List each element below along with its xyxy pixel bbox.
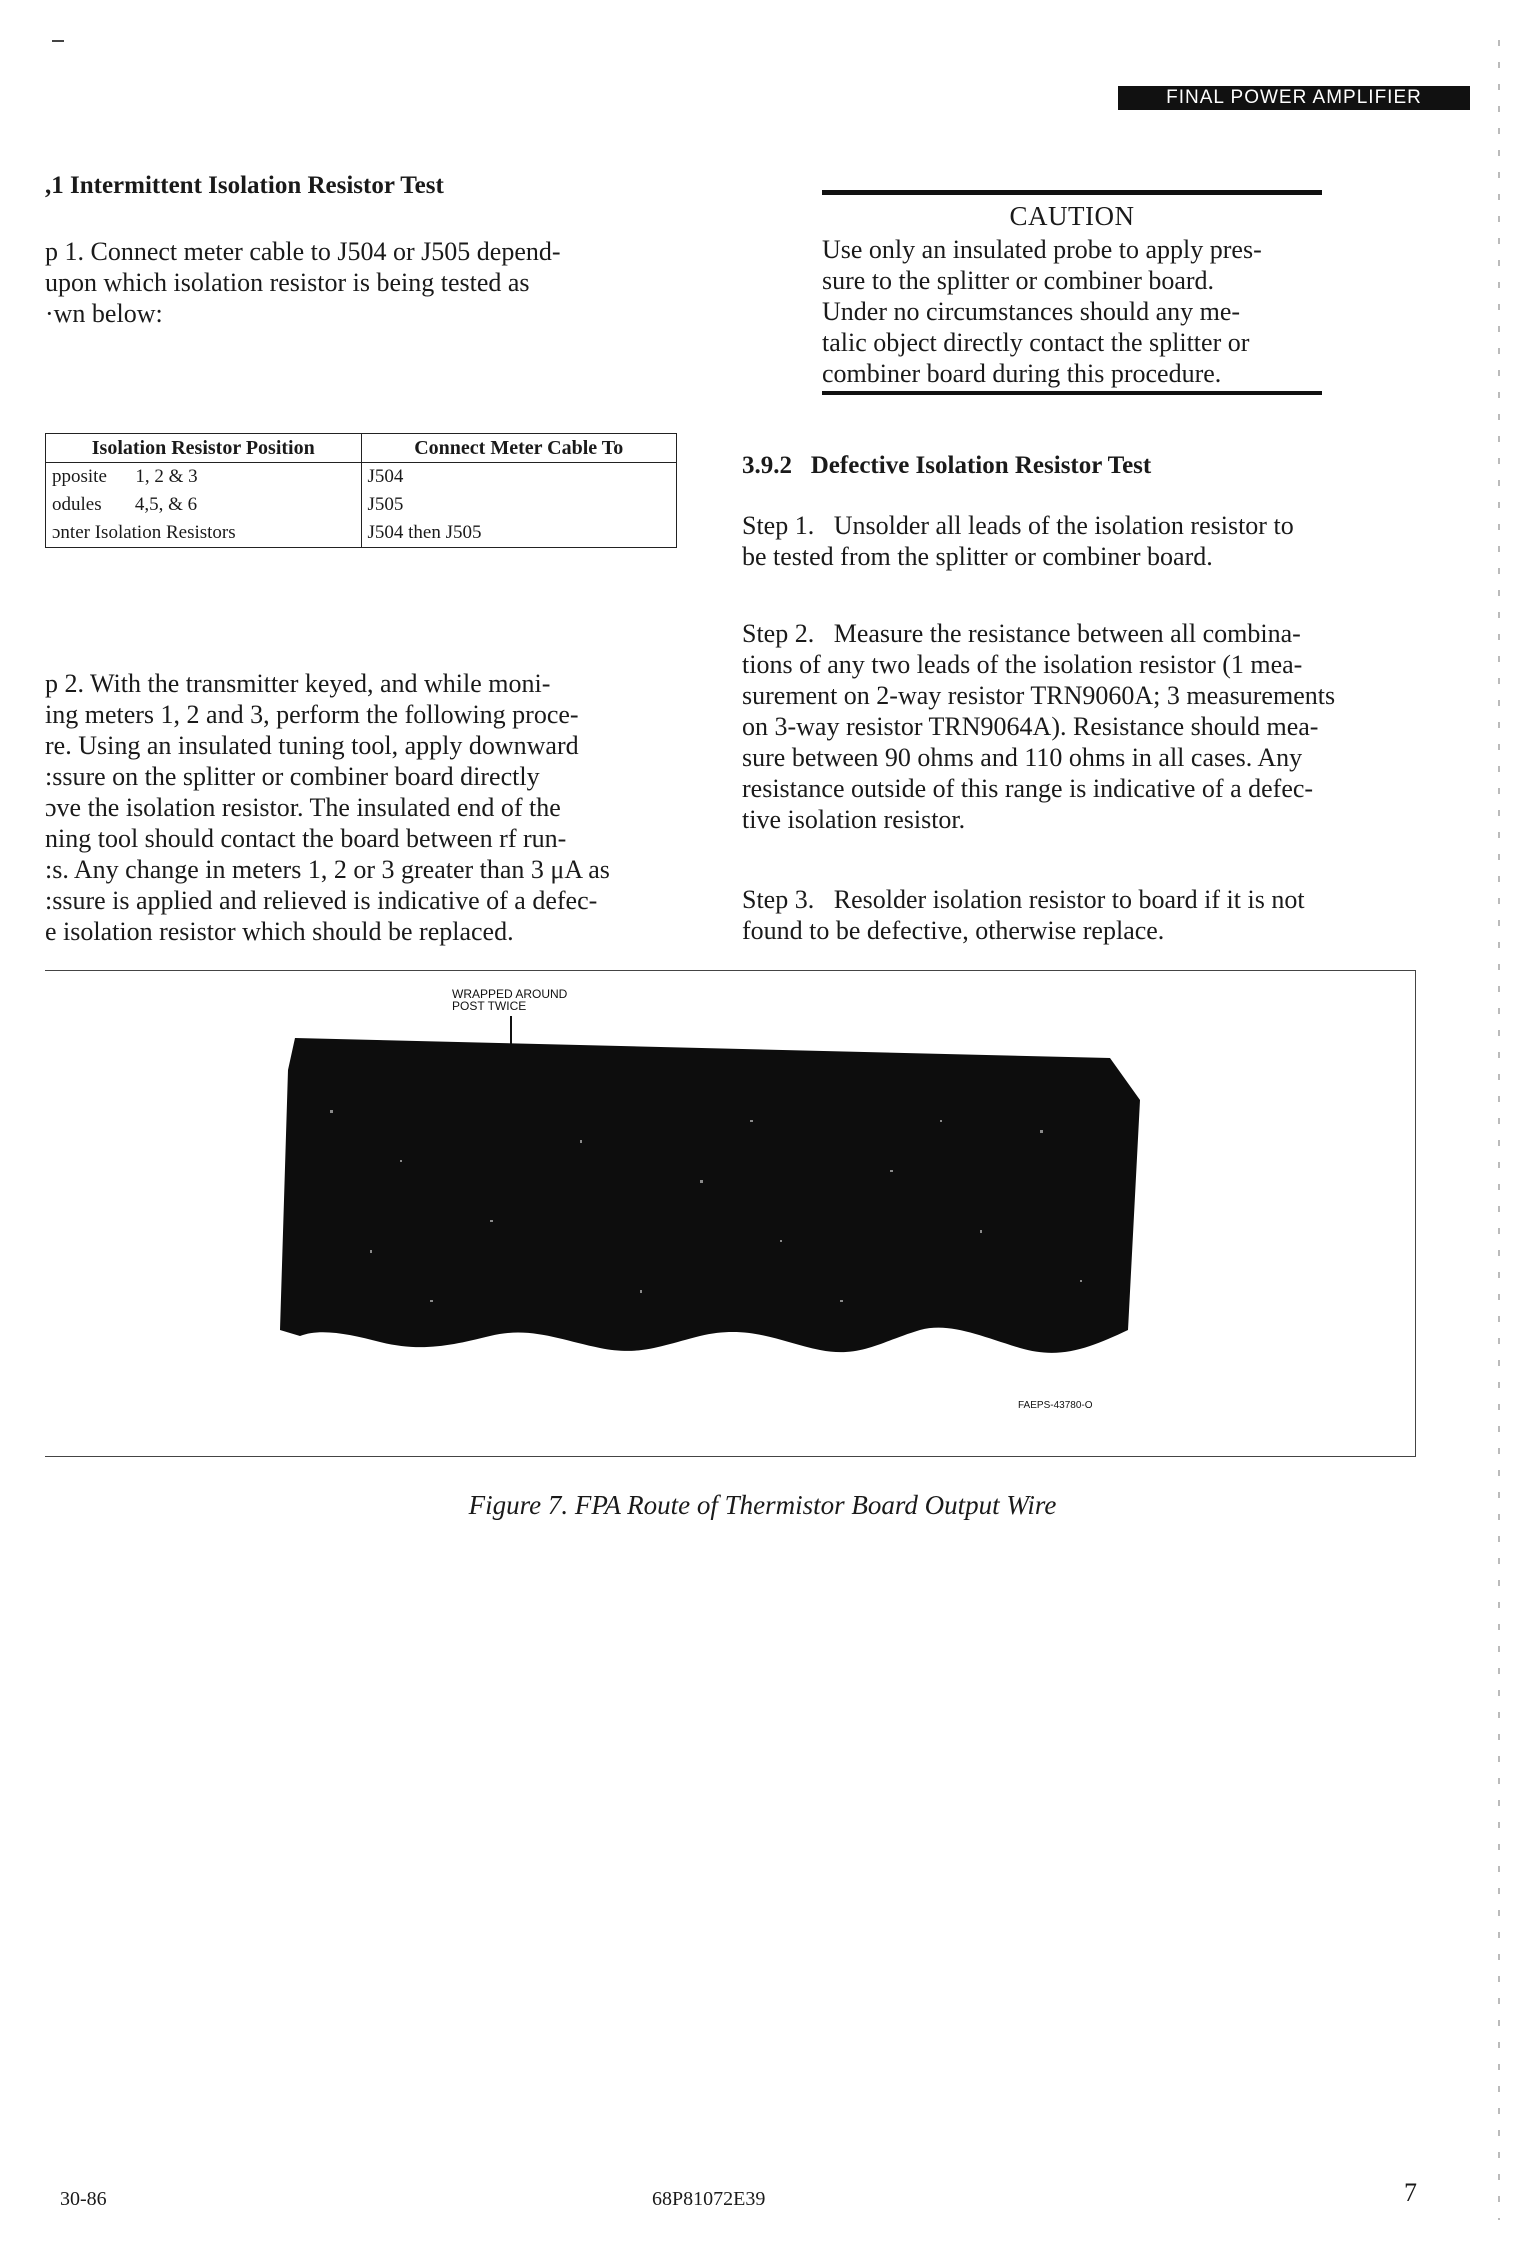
caution-rule-top xyxy=(822,190,1322,195)
caution-rule-bottom xyxy=(822,391,1322,395)
scan-mark xyxy=(52,40,64,42)
section-title-intermittent: ,1 Intermittent Isolation Resistor Test xyxy=(45,172,444,199)
table-row xyxy=(46,463,677,492)
text-line: sure to the splitter or combiner board. xyxy=(822,266,1215,295)
text-line: Step 3. Resolder isolation resistor to board if it is not xyxy=(742,885,1305,914)
footer-date: 30-86 xyxy=(60,2188,107,2210)
scan-edge xyxy=(1498,40,1500,2220)
text-line: sure between 90 ohms and 110 ohms in all cases. Any xyxy=(742,743,1303,772)
page-number: 7 xyxy=(1404,2178,1417,2207)
table-cell: J504 xyxy=(361,463,677,492)
text-line: p 1. Connect meter cable to J504 or J505 depend- xyxy=(45,237,561,266)
text-line: :ssure on the splitter or combiner board directly xyxy=(45,762,540,791)
callout-line: POST TWICE xyxy=(452,999,527,1013)
text-line: be tested from the splitter or combiner board. xyxy=(742,542,1213,571)
text-line: tive isolation resistor. xyxy=(742,805,966,834)
text-line: tions of any two leads of the isolation resistor (1 mea- xyxy=(742,650,1303,679)
text-line: on 3-way resistor TRN9064A). Resistance should mea- xyxy=(742,712,1319,741)
left-step1 xyxy=(45,236,685,329)
table-cell: odules 4,5, & 6 xyxy=(46,491,362,519)
caution-box xyxy=(822,190,1322,395)
text-line: ning tool should contact the board between rf run- xyxy=(45,824,567,853)
right-step2 xyxy=(742,618,1422,835)
caution-title: CAUTION xyxy=(1009,201,1135,231)
column-header: Connect Meter Cable To xyxy=(361,434,677,463)
figure-ref-code: FAEPS-43780-O xyxy=(1018,1400,1093,1411)
text-line: resistance outside of this range is indicative of a defec- xyxy=(742,774,1314,803)
text-line: Under no circumstances should any me- xyxy=(822,297,1241,326)
column-header: Isolation Resistor Position xyxy=(46,434,362,463)
text-line: e isolation resistor which should be replaced. xyxy=(45,917,514,946)
page-header-tab: FINAL POWER AMPLIFIER xyxy=(1118,86,1470,110)
footer-doc-number: 68P81072E39 xyxy=(652,2188,766,2210)
isolation-resistor-table xyxy=(45,433,677,548)
table-cell: J505 xyxy=(361,491,677,519)
text-line: Use only an insulated probe to apply pres- xyxy=(822,235,1262,264)
text-line: re. Using an insulated tuning tool, apply downward xyxy=(45,731,579,760)
text-line: p 2. With the transmitter keyed, and while moni- xyxy=(45,669,551,698)
text-line: ·wn below: xyxy=(45,299,163,328)
text-line: :ssure is applied and relieved is indicative of a defec- xyxy=(45,886,598,915)
callout-line: WRAPPED AROUND xyxy=(452,987,568,1001)
table-row xyxy=(46,491,677,519)
text-line: talic object directly contact the splitter or xyxy=(822,328,1250,357)
table-row xyxy=(46,519,677,548)
table-header-row xyxy=(46,434,677,463)
text-line: Step 2. Measure the resistance between all combina- xyxy=(742,619,1301,648)
text-line: surement on 2-way resistor TRN9060A; 3 measurements xyxy=(742,681,1336,710)
text-line: ing meters 1, 2 and 3, perform the following proce- xyxy=(45,700,579,729)
figure-caption: Figure 7. FPA Route of Thermistor Board Output Wire xyxy=(468,1490,1057,1520)
board-photo-shape xyxy=(280,1038,1140,1353)
text-line: ɔve the isolation resistor. The insulated end of the xyxy=(45,793,561,822)
right-step1 xyxy=(742,510,1422,572)
figure-callout xyxy=(452,988,567,1012)
table-cell: pposite 1, 2 & 3 xyxy=(46,463,362,492)
right-step3 xyxy=(742,884,1422,946)
text-line: Step 1. Unsolder all leads of the isolation resistor to xyxy=(742,511,1294,540)
text-line: combiner board during this procedure. xyxy=(822,359,1222,388)
text-line: found to be defective, otherwise replace. xyxy=(742,916,1165,945)
section-title-defective: 3.9.2 Defective Isolation Resistor Test xyxy=(742,452,1152,479)
board-photo xyxy=(280,1030,1140,1390)
text-line: :s. Any change in meters 1, 2 or 3 greater than 3 μA as xyxy=(45,855,610,884)
table-cell: ɔnter Isolation Resistors xyxy=(46,519,362,548)
left-step2 xyxy=(45,668,685,947)
table-cell: J504 then J505 xyxy=(361,519,677,548)
text-line: upon which isolation resistor is being tested as xyxy=(45,268,530,297)
